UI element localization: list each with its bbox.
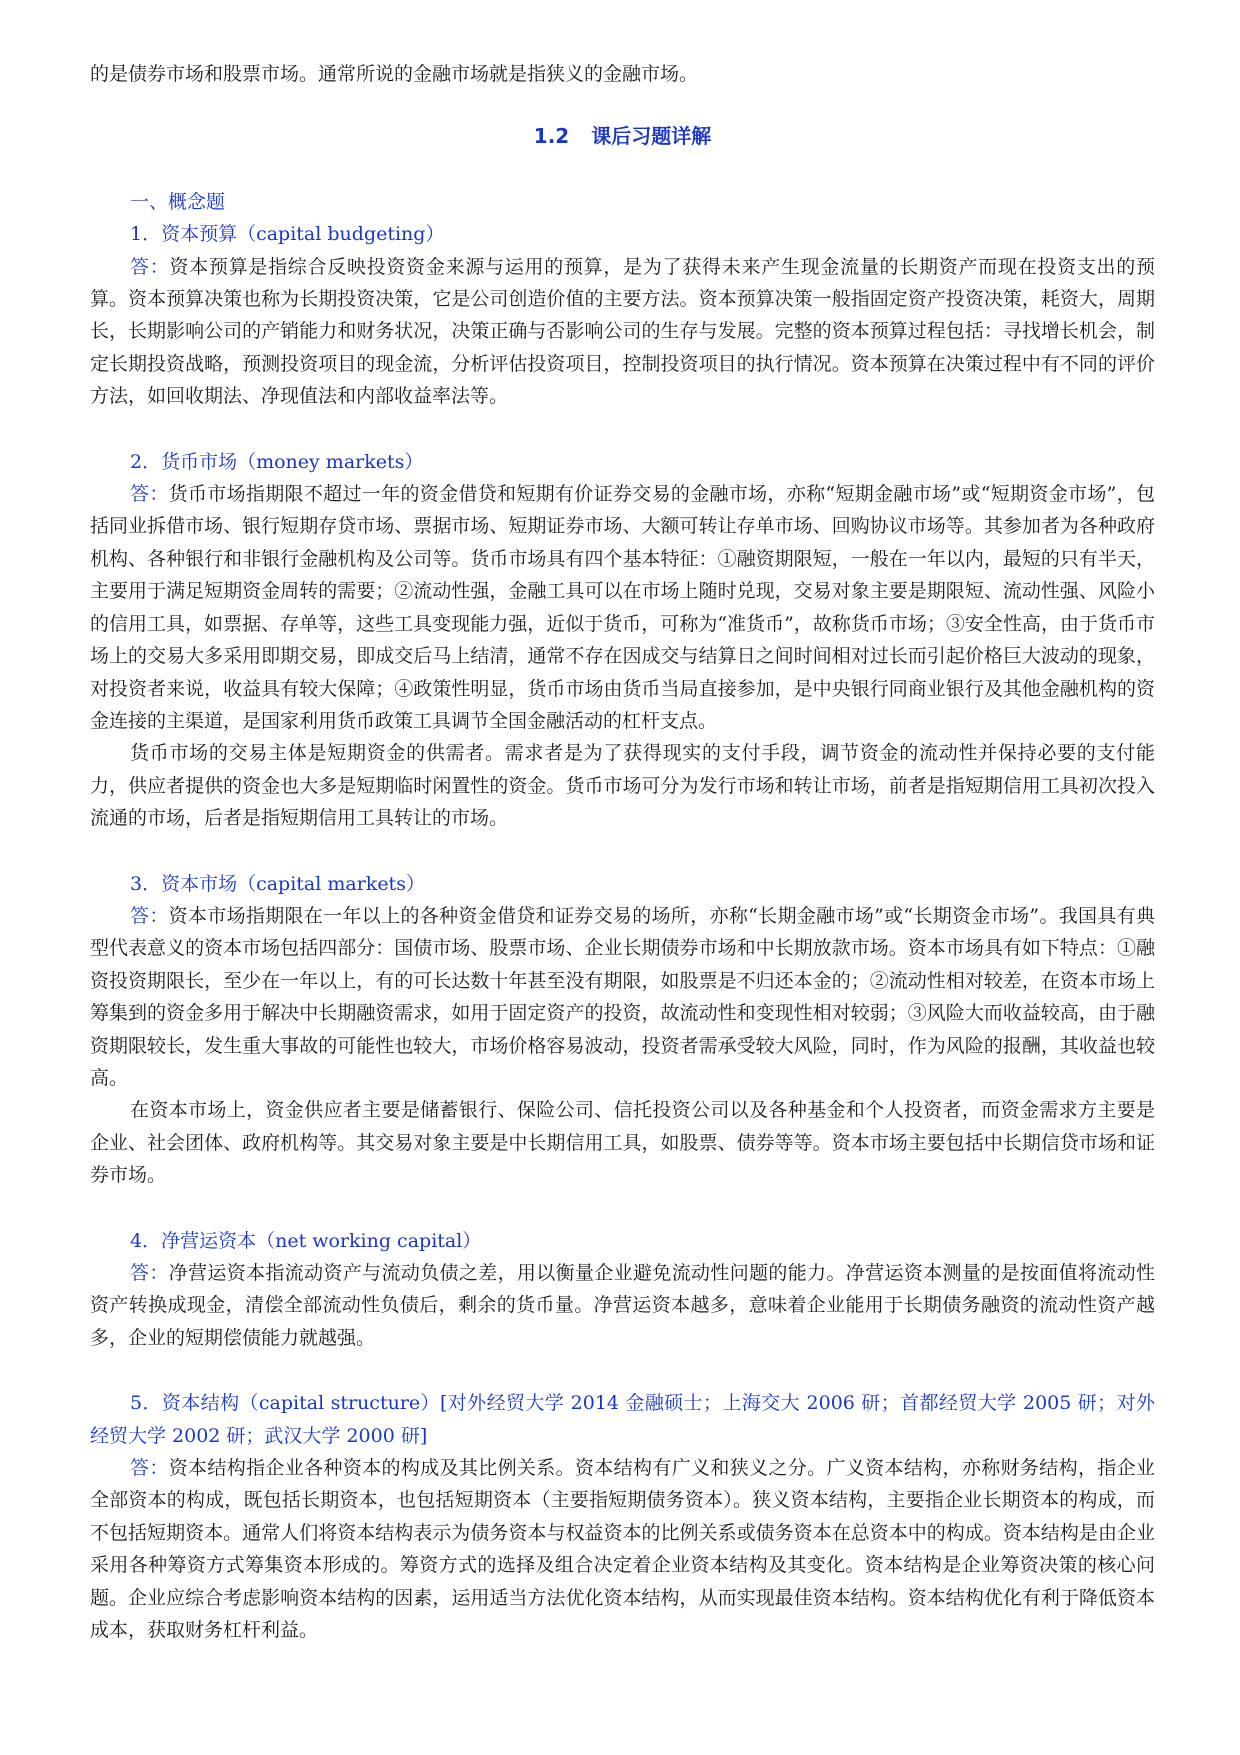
question-item [90,868,1155,1192]
answer-paragraph [90,900,1155,1094]
lead-text: 的是债券市场和股票市场。通常所说的金融市场就是指狭义的金融市场。 [90,63,699,85]
answer-label: 答： [130,1457,169,1480]
answer-text: 资本市场指期限在一年以上的各种资金借贷和证券交易的场所，亦称“长期金融市场”或“长期资金市场”。我国具有典型代表意义的资本市场包括四部分：国债市场、股票市场、企业长期债券市场和中长期放款市场。资本市场具有如下特点：①融资投资期限长，至少在一年以上，有的可长达数十年甚至没有期限，如股票是不归还本金的；②流动性相对较差，在资本市场上筹集到的资金多用于解决中长期融资需求，如用于固定资产的投资，故流动性和变现性相对较弱；③风险大而收益较高，由于融资期限较长，发生重大事故的可能性也较大，市场价格容易波动，投资者需承受较大风险，同时，作为风险的报酬，其收益也较高。 [90,904,1155,1089]
answer-label: 答： [130,1262,169,1284]
question-item [90,1225,1155,1355]
question-title: 3．资本市场（capital markets） [130,872,425,895]
answer-text: 货币市场指期限不超过一年的资金借贷和短期有价证券交易的金融市场，亦称“短期金融市场”或“短期资金市场”，包括同业拆借市场、银行短期存贷市场、票据市场、短期证券市场、大额可转让存单市场、回购协议市场等。其参加者为各种政府机构、各种银行和非银行金融机构及公司等。货币市场具有四个基本特征：①融资期限短，一般在一年以内，最短的只有半天，主要用于满足短期资金周转的需要；②流动性强，金融工具可以在市场上随时兑现，交易对象主要是期限短、流动性强、风险小的信用工具，如票据、存单等，这些工具变现能力强，近似于货币，可称为“准货币”，故称货币市场；③安全性高，由于货币市场上的交易大多采用即期交易，即成交后马上结清，通常不存在因成交与结算日之间时间相对过长而引起价格巨大波动的现象，对投资者来说，收益具有较大保障；④政策性明显，货币市场由货币当局直接参加，是中央银行同商业银行及其他金融机构的资金连接的主渠道，是国家利用货币政策工具调节全国金融活动的杠杆支点。 [90,483,1155,732]
section-heading [90,120,1155,152]
category-heading: 一、概念题 [130,190,226,213]
answer-text: 资本预算是指综合反映投资资金来源与运用的预算，是为了获得未来产生现金流量的长期资产而现在投资支出的预算。资本预算决策也称为长期投资决策，它是公司创造价值的主要方法。资本预算决策一般指固定资产投资决策，耗资大，周期长，长期影响公司的产销能力和财务状况，决策正确与否影响公司的生存与发展。完整的资本预算过程包括：寻找增长机会，制定长期投资战略，预测投资项目的现金流，分析评估投资项目，控制投资项目的执行情况。资本预算在决策过程中有不同的评价方法，如回收期法、净现值法和内部收益率法等。 [90,255,1155,408]
question-title: 4．净营运资本（net working capital） [130,1229,482,1252]
answer-paragraph: 在资本市场上，资金供应者主要是储蓄银行、保险公司、信托投资公司以及各种基金和个人投资者，而资金需求方主要是企业、社会团体、政府机构等。其交易对象主要是中长期信用工具，如股票、债券等等。资本市场主要包括中长期信贷市场和证券市场。 [90,1099,1155,1187]
answer-text: 资本结构指企业各种资本的构成及其比例关系。资本结构有广义和狭义之分。广义资本结构，亦称财务结构，指企业全部资本的构成，既包括长期资本，也包括短期资本（主要指短期债务资本）。狭义资本结构，主要指企业长期资本的构成，而不包括短期资本。通常人们将资本结构表示为债务资本与权益资本的比例关系或债务资本在总资本中的构成。资本结构是由企业采用各种筹资方式筹集资本形成的。筹资方式的选择及组合决定着企业资本结构及其变化。资本结构是企业筹资决策的核心问题。企业应综合考虑影响资本结构的因素，运用适当方法优化资本结构，从而实现最佳资本结构。资本结构优化有利于降低资本成本，获取财务杠杆利益。 [90,1457,1155,1642]
answer-paragraph [90,1257,1155,1354]
answer-paragraph [90,251,1155,413]
answer-label: 答： [130,483,169,506]
answer-paragraph [90,478,1155,737]
section-number: 1.2 [533,124,570,149]
document-page [90,58,1155,1646]
section-title: 课后习题详解 [591,124,712,149]
question-title: 5．资本结构（capital structure）[对外经贸大学 2014 金融硕士；上海交大 2006 研；首都经贸大学 2005 研；对外经贸大学 2002 研；武汉大学 2000 研] [90,1392,1155,1447]
answer-paragraph [90,1452,1155,1646]
question-title: 1．资本预算（capital budgeting） [130,223,445,246]
answer-label: 答： [130,255,170,278]
question-item [90,446,1155,835]
answer-label: 答： [130,904,169,927]
question-item [90,1387,1155,1646]
answer-text: 净营运资本指流动资产与流动负债之差，用以衡量企业避免流动性问题的能力。净营运资本测量的是按面值将流动性资产转换成现金，清偿全部流动性负债后，剩余的货币量。净营运资本越多，意味着企业能用于长期债务融资的流动性资产越多，企业的短期偿债能力就越强。 [90,1262,1155,1349]
answer-paragraph: 货币市场的交易主体是短期资金的供需者。需求者是为了获得现实的支付手段，调节资金的流动性并保持必要的支付能力，供应者提供的资金也大多是短期临时闲置性的资金。货币市场可分为发行市场和转让市场，前者是指短期信用工具初次投入流通的市场，后者是指短期信用工具转让的市场。 [90,742,1155,830]
question-title: 2．货币市场（money markets） [130,450,424,473]
question-item [90,218,1155,412]
